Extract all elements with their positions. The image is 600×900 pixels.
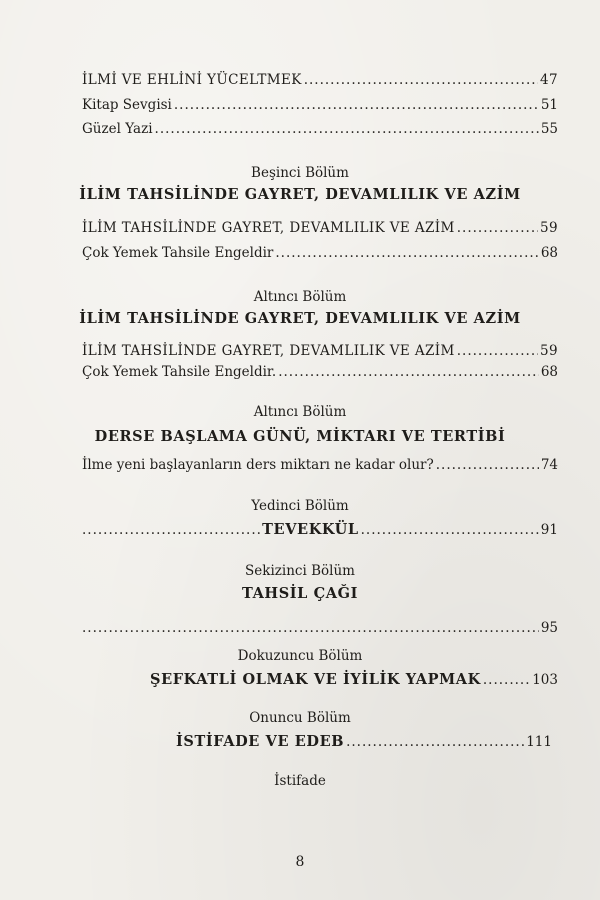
section-heading: Yedinci Bölüm [251,498,349,514]
leader-dots [457,220,538,236]
section-heading: Altıncı Bölüm [253,289,347,305]
toc-entry [176,734,552,750]
section-title: İLİM TAHSİLİNDE GAYRET, DEVAMLILIK VE AZİM [79,310,521,327]
leader-dots [275,245,538,261]
section-title: İSTİFADE VE EDEB [176,733,345,750]
entry-page: 59 [540,220,558,236]
leader-dots [82,620,539,636]
entry-page: 68 [540,245,558,261]
section-heading: Dokuzuncu Bölüm [237,648,363,664]
entry-page: 55 [540,121,558,137]
entry-page: 68 [540,364,558,380]
section-title: ŞEFKATLİ OLMAK VE İYİLİK YAPMAK [150,671,481,688]
entry-page: 95 [540,620,558,636]
entry-title: İlme yeni başlayanların ders miktarı ne kadar olur? [82,457,434,473]
toc-entry [82,522,558,538]
leader-dots [278,364,539,380]
section-title: İLİM TAHSİLİNDE GAYRET, DEVAMLILIK VE AZİM [79,186,521,203]
entry-page: 74 [540,457,558,473]
leader-dots [361,522,539,538]
toc-entry [82,245,558,261]
leader-dots [483,672,530,688]
toc-entry [82,220,558,236]
entry-page: 59 [540,343,558,359]
entry-page: 47 [540,72,558,88]
section-title: TAHSİL ÇAĞI [241,585,358,602]
entry-page: 51 [540,97,558,113]
leader-dots [82,522,260,538]
section-heading: Sekizinci Bölüm [245,563,355,579]
toc-entry [82,620,558,636]
entry-title: Çok Yemek Tahsile Engeldir [82,245,274,261]
toc-entry [82,121,558,137]
leader-dots [457,343,538,359]
entry-page: 91 [540,522,558,538]
toc-entry [82,97,558,113]
section-heading: Beşinci Bölüm [251,165,349,181]
toc-entry [150,672,558,688]
toc-entry [82,457,558,473]
leader-dots [155,121,539,137]
toc-entry [82,343,558,359]
section-heading: Altıncı Bölüm [253,404,347,420]
entry-title: Kitap Sevgisi [82,97,172,113]
entry-page: 103 [532,672,558,688]
entry-title: İLİM TAHSİLİNDE GAYRET, DEVAMLILIK VE AZİM [82,343,455,359]
entry-title: Çok Yemek Tahsile Engeldir. [82,364,277,380]
section-heading: Onuncu Bölüm [249,710,351,726]
toc-entry [82,72,558,88]
leader-dots [174,97,539,113]
entry-title: İLMİ VE EHLİNİ YÜCELTMEK [82,72,302,88]
leader-dots [436,457,539,473]
entry-title: Güzel Yazi [82,121,153,137]
section-title: TEVEKKÜL [262,521,359,538]
page-number: 8 [295,854,305,870]
entry-page: 111 [526,734,552,750]
section-title: DERSE BAŞLAMA GÜNÜ, MİKTARI VE TERTİBİ [94,428,506,445]
entry-title: İLİM TAHSİLİNDE GAYRET, DEVAMLILIK VE AZİM [82,220,455,236]
toc-entry [82,364,558,380]
leader-dots [304,72,538,88]
leader-dots [346,734,524,750]
section-heading: İstifade [274,773,326,789]
